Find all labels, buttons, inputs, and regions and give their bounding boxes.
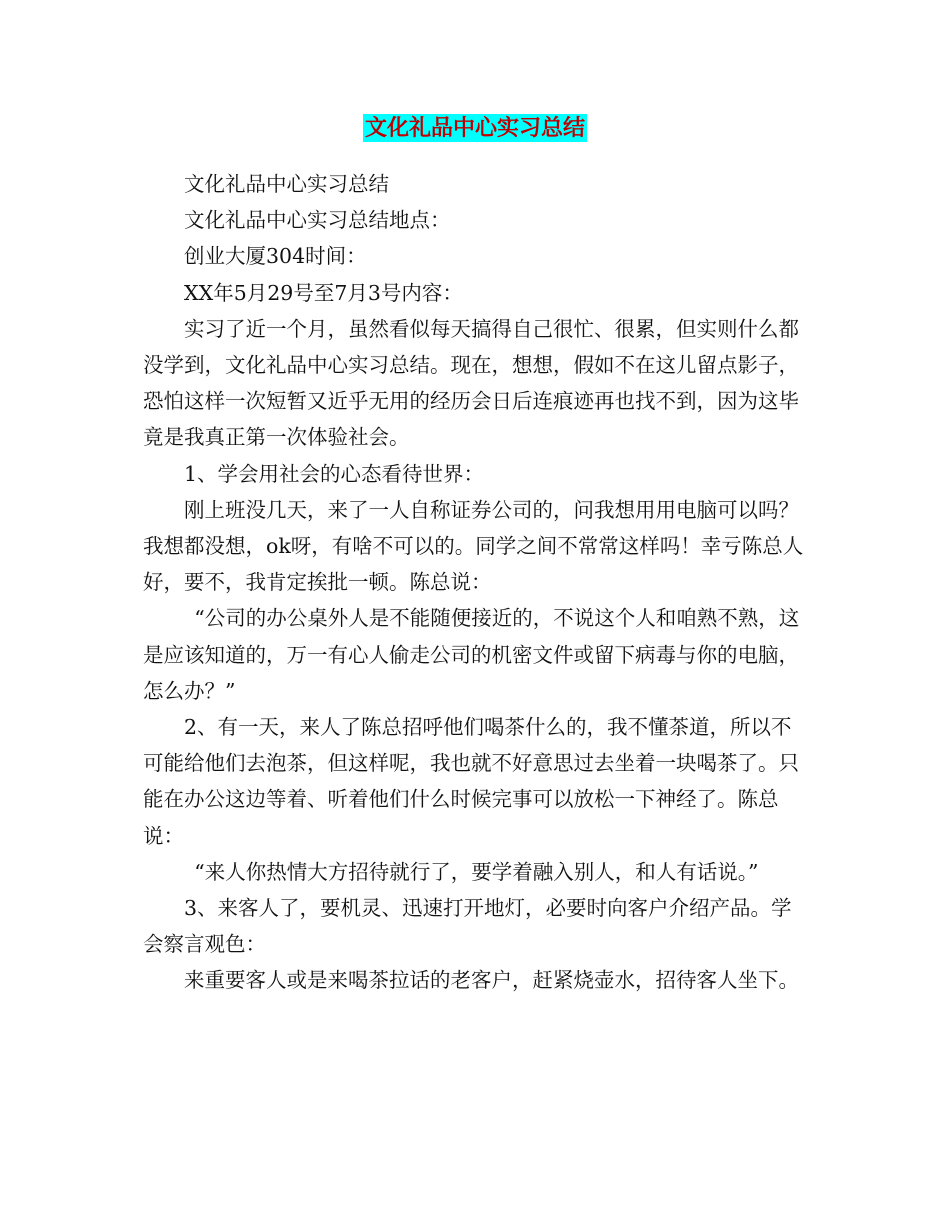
paragraph-story-1: 刚上班没几天，来了一人自称证券公司的，问我想用用电脑可以吗？我想都没想，ok呀，有啥不可以的。同学之间不常常这样吗！幸亏陈总人好，要不，我肯定挨批一顿。陈总说： [143,497,804,595]
paragraph-point-3: 3、来客人了，要机灵、迅速打开地灯，必要时向客户介绍产品。学会察言观色： [143,896,792,957]
paragraph-intro: 实习了近一个月，虽然看似每天搞得自己很忙、很累，但实则什么都没学到，文化礼品中心实习总结。现在，想想，假如不在这儿留点影子，恐怕这样一次短暂又近乎无用的经历会日后连痕迹再也找不到，因为这毕竟是我真正第一次体验社会。 [143,316,799,450]
paragraph-quote-2: “来人你热情大方招待就行了，要学着融入别人，和人有话说。” [194,859,759,884]
title-container [0,114,950,142]
paragraph-quote-1: “公司的办公桌外人是不能随便接近的，不说这个人和咱熟不熟，这是应该知道的，万一有心人偷走公司的机密文件或留下病毒与你的电脑，怎么办？” [143,606,800,703]
paragraph-point-2: 2、有一天，来人了陈总招呼他们喝茶什么的，我不懂茶道，所以不可能给他们去泡茶，但这样呢，我也就不好意思过去坐着一块喝茶了。只能在办公这边等着、听着他们什么时候完事可以放松一下神经了。陈总说： [143,715,799,848]
paragraph-venue: 创业大厦304时间： [184,244,367,269]
paragraph-point-1: 1、学会用社会的心态看待世界： [184,461,485,486]
paragraph-date: XX年5月29号至7月3号内容： [184,280,463,305]
paragraph-heading: 文化礼品中心实习总结 [184,172,389,196]
paragraph-location: 文化礼品中心实习总结地点： [184,208,451,233]
document-body [143,166,808,999]
paragraph-story-3: 来重要客人或是来喝茶拉话的老客户，赶紧烧壶水，招待客人坐下。 [184,968,799,993]
document-title: 文化礼品中心实习总结 [364,115,585,141]
